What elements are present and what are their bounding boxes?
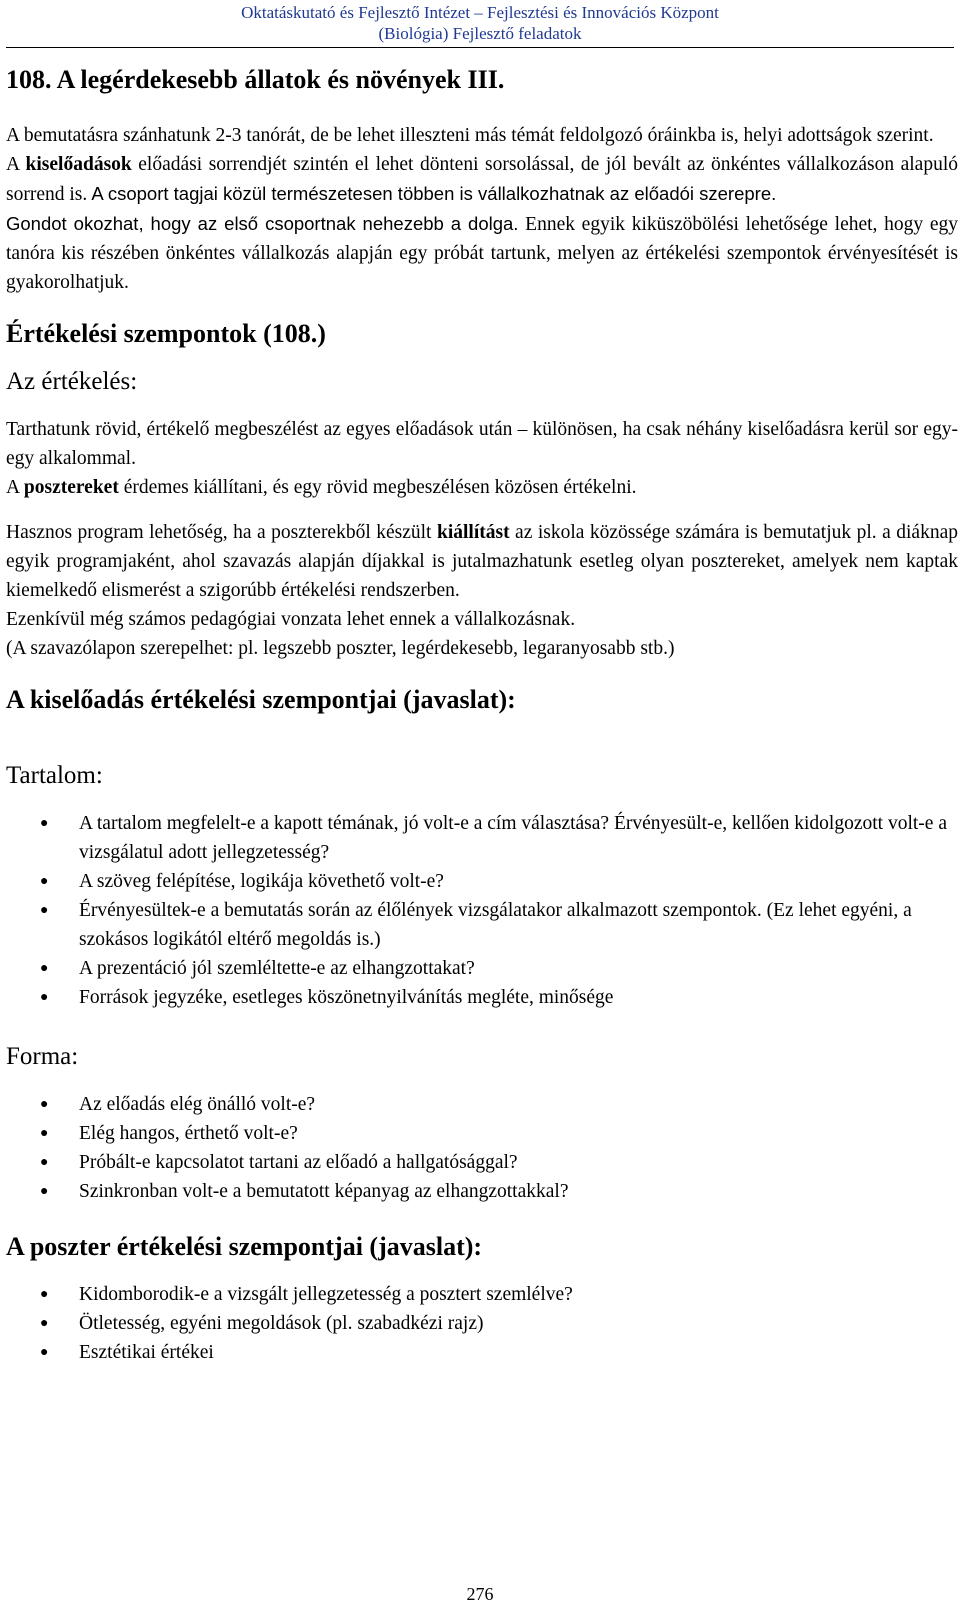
header-divider [6,47,954,48]
intro-p2-post: előadási sorrendjét szintén el lehet dönteni sorsolással, de jól bevált az önkéntes vállalkozáson alapuló sorrend is. [6,154,958,205]
poster-criteria-list [6,1280,958,1367]
list-item [6,896,958,954]
list-item-text: Próbált-e kapcsolatot tartani az előadó a hallgatósággal? [79,1152,518,1173]
evaluation-heading: Az értékelés: [6,368,138,395]
bullet-icon: ● [40,1155,49,1170]
list-item-text: Ötletesség, egyéni megoldások (pl. szabadkézi rajz) [79,1313,484,1334]
eval-p2-pre: A [6,477,24,498]
list-item [6,809,958,867]
bullet-icon: ● [40,1345,49,1360]
bullet-icon: ● [40,1184,49,1199]
evaluation-paragraph-3 [6,518,958,605]
list-item [6,1177,958,1206]
header-subtitle: (Biológia) Fejlesztő feladatok [378,24,582,43]
intro-paragraph-1: A bemutatásra szánhatunk 2-3 tanórát, de be lehet illeszteni más témát feldolgozó óráinkba is, helyi adottságok szerint. [6,125,934,146]
page-title: 108. A legérdekesebb állatok és növények III. [6,65,505,94]
bullet-icon: ● [40,1126,49,1141]
list-item [6,1309,958,1338]
list-item-text: Kidomborodik-e a vizsgált jellegzetesség a posztert szemlélve? [79,1284,573,1305]
bullet-icon: ● [40,874,49,889]
poster-criteria-heading: A poszter értékelési szempontjai (javaslat): [6,1232,483,1261]
form-criteria-list [6,1090,958,1206]
eval-p3-bold: kiállítást [436,522,510,543]
list-item [6,1280,958,1309]
intro-p2-bold: kiselőadások [25,154,132,175]
intro-p2-pre: A [6,154,26,175]
talk-criteria-heading: A kiselőadás értékelési szempontjai (javaslat): [6,685,516,714]
list-item [6,1090,958,1119]
bullet-icon: ● [40,816,49,831]
intro-p2-sans: A csoport tagjai közül természetesen többen is vállalkozhatnak az előadói szerepre. [87,183,777,204]
list-item-text: A prezentáció jól szemléltette-e az elhangzottakat? [79,958,475,979]
bullet-icon: ● [40,990,49,1005]
page-header [0,2,960,44]
evaluation-paragraph-2 [6,473,958,502]
list-item [6,1119,958,1148]
content-criteria-list [6,809,958,1012]
list-item-text: Az előadás elég önálló volt-e? [79,1094,316,1115]
intro-p3-post: Ennek egyik kiküszöbölési lehetősége lehet, hogy egy tanóra kis részében önkéntes vállalkozás alapján egy próbát tartunk, melyen az értékelési szempontok érvényesítését is gyakorolhatjuk. [6,214,958,293]
list-item-text: Elég hangos, érthető volt-e? [79,1123,298,1144]
list-item-text: Szinkronban volt-e a bemutatott képanyag az elhangzottakkal? [79,1181,569,1202]
list-item [6,1148,958,1177]
document-body [6,65,958,1367]
eval-p3-post: az iskola közössége számára is bemutatjuk pl. a diáknap egyik programjaként, ahol szavazás alapján díjakkal is jutalmazhatunk esetleg olyan posztereket, amelyek nem kaptak kiemelkedő elismerést a szigorúbb értékelési rendszerben. [6,522,958,601]
intro-paragraph-2 [6,150,958,209]
bullet-icon: ● [40,1097,49,1112]
list-item [6,1338,958,1367]
bullet-icon: ● [40,1287,49,1302]
list-item [6,867,958,896]
list-item-text: A tartalom megfelelt-e a kapott témának, jó volt-e a cím választása? Érvényesült-e, kellően kidolgozott volt-e a vizsgálatul adott jellegzetesség? [79,813,947,863]
evaluation-paragraph-5: (A szavazólapon szerepelhet: pl. legszebb poszter, legérdekesebb, legaranyosabb stb.) [6,638,675,659]
page-number: 276 [466,1584,494,1604]
header-institute: Oktatáskutató és Fejlesztő Intézet – Fejlesztési és Innovációs Központ [241,3,719,22]
content-heading: Tartalom: [6,762,103,789]
list-item [6,983,958,1012]
eval-p2-bold: posztereket [23,477,119,498]
list-item-text: Esztétikai értékei [79,1342,214,1363]
evaluation-paragraph-1: Tarthatunk rövid, értékelő megbeszélést az egyes előadások után – különösen, ha csak néhány kiselőadásra kerül sor egy-egy alkalommal. [6,419,958,469]
form-heading: Forma: [6,1043,79,1070]
bullet-icon: ● [40,961,49,976]
intro-p3-sans: Gondot okozhat, hogy az első csoportnak nehezebb a dolga. [6,213,519,234]
list-item-text: Érvényesültek-e a bemutatás során az élőlények vizsgálatakor alkalmazott szempontok. (Ez lehet egyéni, a szokásos logikától eltérő megoldás is.) [79,900,912,950]
bullet-icon: ● [40,1316,49,1331]
criteria-heading: Értékelési szempontok (108.) [6,319,326,348]
eval-p2-post: érdemes kiállítani, és egy rövid megbeszélésen közösen értékelni. [118,477,637,498]
list-item-text: A szöveg felépítése, logikája követhető volt-e? [79,871,444,892]
evaluation-paragraph-4: Ezenkívül még számos pedagógiai vonzata lehet ennek a vállalkozásnak. [6,609,576,630]
eval-p3-pre: Hasznos program lehetőség, ha a poszterekből készült [6,522,437,543]
bullet-icon: ● [40,903,49,918]
list-item-text: Források jegyzéke, esetleges köszönetnyilvánítás megléte, minősége [79,987,614,1008]
intro-paragraph-3 [6,209,958,297]
list-item [6,954,958,983]
